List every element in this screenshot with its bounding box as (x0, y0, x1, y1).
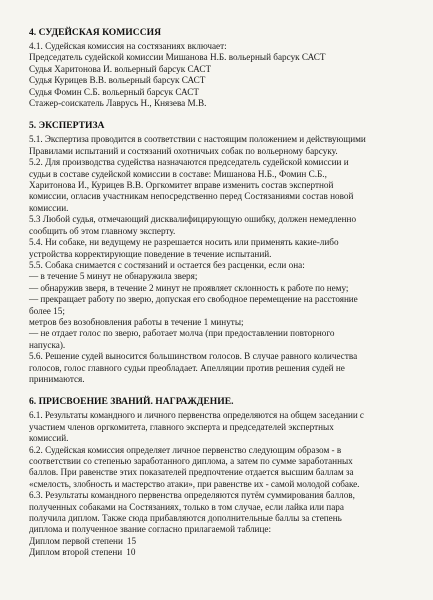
text-line: 5.1. Экспертиза проводится в соответствии с настоящим положением и действующими (29, 134, 366, 145)
text-line: полученных собаками на Состязаниях, только в том случае, если лайка или пара (29, 501, 344, 512)
section-heading: 5. ЭКСПЕРТИЗА (29, 120, 105, 132)
section-heading: 6. ПРИСВОЕНИЕ ЗВАНИЙ. НАГРАЖДЕНИЕ. (29, 396, 234, 408)
diploma-name: Диплом второй степени (29, 547, 123, 558)
text-line: участием членов оргкомитета, главного эксперта и председателей экспертных (29, 421, 334, 432)
text-line: «смелость, злобность и мастерство атаки», при равенстве их - самой молодой собаке. (29, 478, 360, 489)
text-line: Судья Фомин С.Б. вольерный барсук САСТ (29, 86, 199, 97)
text-line: метров без возобновления работы в течение 1 минуты; (29, 316, 244, 327)
text-line: 5.3 Любой судья, отмечающий дисквалифицирующую ошибку, должен немедленно (29, 214, 357, 225)
text-line: 6.2. Судейская комиссия определяет личное первенство следующим образом - в (29, 444, 342, 455)
text-line: устройства корректирующие поведение в течение испытаний. (29, 248, 272, 259)
list-item: — в течение 5 минут не обнаружила зверя; (29, 271, 198, 282)
diploma-row (29, 536, 413, 547)
text-line: 6.3. Результаты командного первенства определяются путём суммирования баллов, (29, 490, 355, 501)
text-line: баллов. При равенстве этих показателей предпочтение отдается высшим баллам за (29, 467, 354, 478)
text-line: комиссии. (29, 202, 69, 213)
text-line: Правилами испытаний и состязаний охотничьих собак по вольерному барсуку. (29, 145, 338, 156)
text-line: получила диплом. Также сюда прибавляются дополнительные баллы за степень (29, 513, 342, 524)
section-heading: 4. СУДЕЙСКАЯ КОМИССИЯ (29, 27, 162, 38)
list-item: — не отдает голос по зверю, работает молча (при предоставлении повторного (29, 328, 335, 339)
text-line: сообщить об этом главному эксперту. (29, 225, 176, 236)
text-line: 5.2. Для производства судейства назначаются председатель судейской комиссии и (29, 157, 349, 168)
section-judging-commission (29, 27, 413, 109)
text-line: комиссий. (29, 433, 69, 444)
text-line: Харитонова И., Курицев В.В. Оргкомитет вправе изменить состав экспертной (29, 180, 334, 191)
section-awards (29, 396, 413, 558)
text-line: 4.1. Судейская комиссия на состязаниях включает: (29, 41, 227, 51)
diploma-points: 10 (126, 547, 136, 558)
text-line: комиссии, огласив участникам непосредственно перед Состязаниями состав новой (29, 191, 354, 202)
text-line: 5.6. Решение судей выносится большинством голосов. В случае равного количества (29, 351, 358, 362)
text-line: 5.5. Собака снимается с состязаний и остается без расценки, если она: (29, 259, 305, 270)
section-expertise (29, 120, 413, 385)
text-line: Стажер-соискатель Лаврусь Н., Князева М.В. (29, 98, 207, 109)
text-line: судьи в составе судейской комиссии в составе: Мишанова Н.Б., Фомин С.Б., (29, 168, 327, 179)
diploma-points: 15 (126, 535, 137, 546)
text-line: диплома и полученное звание согласно прилагаемой таблице: (29, 524, 272, 535)
text-line: 5.4. Ни собаке, ни ведущему не разрешается носить или применять какие-либо (29, 237, 339, 248)
list-item: — прекращает работу по зверю, допуская его свободное перемещение на расстояние (29, 294, 358, 305)
text-line: голосов, голос главного судьи преобладает. Апелляции против решения судей не (29, 362, 345, 373)
text-line: более 15; (29, 305, 65, 316)
diploma-row (29, 547, 413, 558)
list-item: — обнаружив зверя, в течение 2 минут не проявляет склонность к работе по нему; (29, 282, 349, 293)
text-line: Судья Харитонова И. вольерный барсук САСТ (29, 63, 212, 74)
text-line: Председатель судейской комиссии Мишанова Н.Б. вольерный барсук САСТ (29, 52, 326, 63)
text-line: 6.1. Результаты командного и личного первенства определяются на общем заседании с (29, 410, 364, 421)
text-line: Судья Курицев В.В. вольерный барсук САСТ (29, 75, 206, 86)
text-line: соответствии со степенью заработанного диплома, а затем по сумме заработанных (29, 456, 353, 466)
text-line: принимаются. (29, 373, 85, 384)
diploma-name: Диплом первой степени (29, 535, 123, 546)
text-line: напуска). (29, 339, 66, 350)
